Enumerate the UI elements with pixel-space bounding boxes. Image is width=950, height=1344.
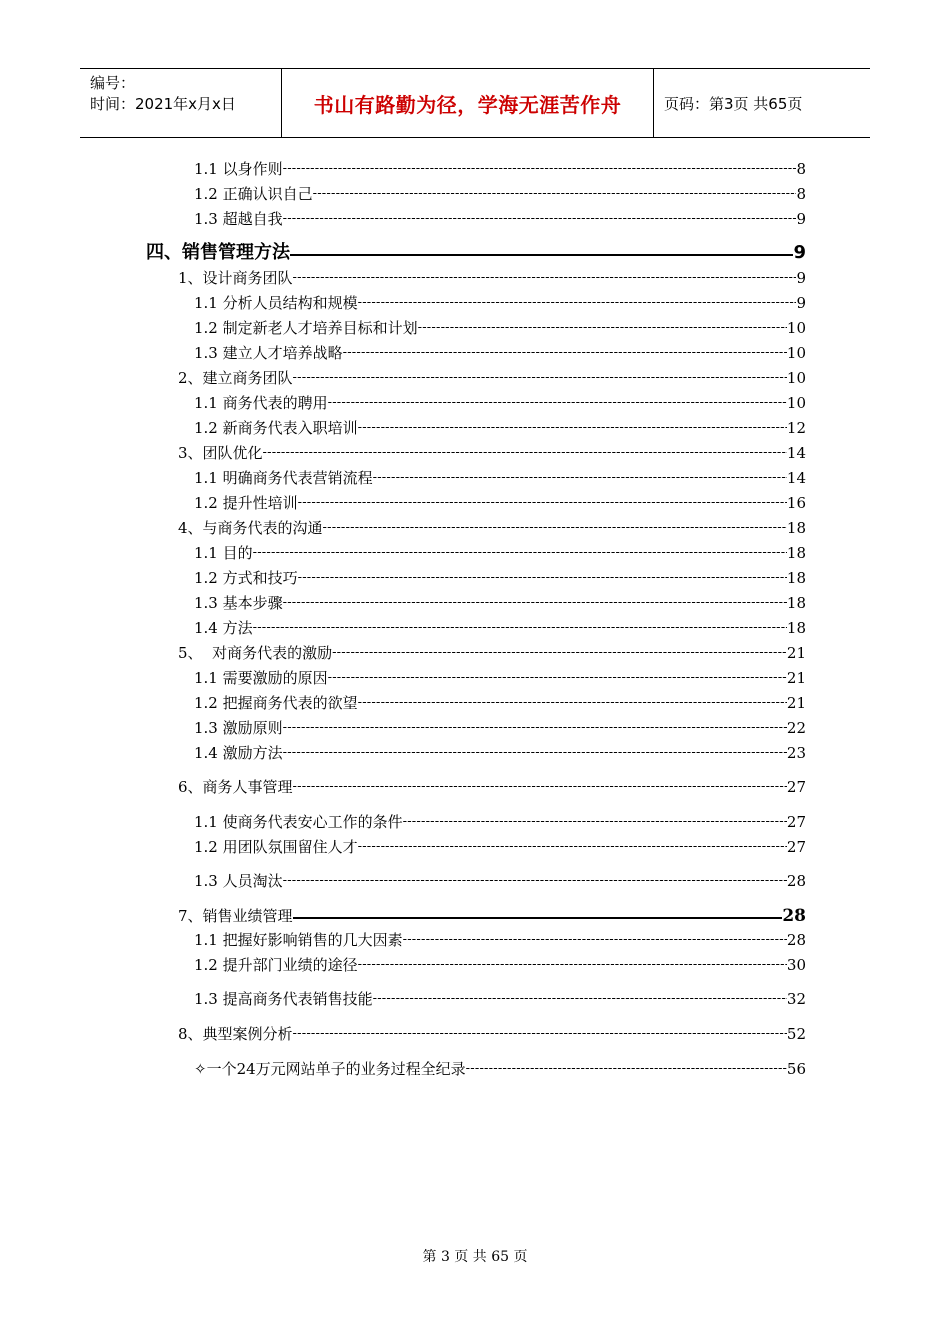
toc-leader	[466, 1056, 787, 1080]
toc-entry-page: 9	[796, 294, 806, 312]
toc-leader	[358, 952, 787, 976]
toc-entry-page: 10	[786, 319, 806, 337]
toc-entry-title: 6、商务人事管理	[178, 778, 293, 796]
header-motto: 书山有路勤为径，学海无涯苦作舟	[282, 69, 654, 137]
toc-leader	[293, 1021, 787, 1045]
toc-entry-page: 18	[786, 569, 806, 587]
toc-entry-title: 1.1 把握好影响销售的几大因素	[194, 931, 403, 949]
toc-entry-page: 56	[786, 1060, 806, 1078]
toc-entry[interactable]	[194, 567, 806, 589]
toc-entry[interactable]	[178, 517, 806, 539]
toc-leader	[253, 540, 787, 564]
toc-leader	[343, 340, 787, 364]
toc-entry[interactable]	[178, 776, 806, 798]
toc-leader	[418, 315, 787, 339]
toc-entry-title: 1.1 目的	[194, 544, 253, 562]
toc-entry[interactable]	[178, 367, 806, 389]
toc-entry-page: 18	[786, 519, 806, 537]
toc-entry-page: 18	[786, 594, 806, 612]
toc-entry-title: 1.1 使商务代表安心工作的条件	[194, 813, 403, 831]
toc-entry-page: 12	[786, 419, 806, 437]
toc-entry[interactable]	[194, 667, 806, 689]
toc-entry-title: 1.2 新商务代表入职培训	[194, 419, 358, 437]
toc-entry-title: 1.3 提高商务代表销售技能	[194, 990, 373, 1008]
toc-entry-page: 28	[782, 906, 806, 926]
toc-entry[interactable]	[194, 183, 806, 205]
toc-entry-title: 四、销售管理方法	[146, 242, 290, 263]
toc-entry[interactable]	[194, 342, 806, 364]
toc-entry-title: 1.1 以身作则	[194, 160, 283, 178]
toc-entry-title: 4、与商务代表的沟通	[178, 519, 323, 537]
toc-entry-page: 16	[786, 494, 806, 512]
toc-entry-title: 2、建立商务团队	[178, 369, 293, 387]
toc-entry-title: 1.3 建立人才培养战略	[194, 344, 343, 362]
toc-entry-page: 22	[786, 719, 806, 737]
toc-entry-page: 30	[786, 956, 806, 974]
toc-entry[interactable]	[194, 954, 806, 976]
toc-entry[interactable]	[194, 292, 806, 314]
toc-entry-title: 1.3 基本步骤	[194, 594, 283, 612]
toc-entry-title: 1.2 制定新老人才培养目标和计划	[194, 319, 418, 337]
toc-entry-title: 1.2 正确认识自己	[194, 185, 313, 203]
toc-entry-page: 10	[786, 344, 806, 362]
toc-entry-page: 10	[786, 369, 806, 387]
toc-leader	[283, 740, 787, 764]
toc-entry-title: 1.2 把握商务代表的欲望	[194, 694, 358, 712]
toc-entry[interactable]	[194, 692, 806, 714]
toc-leader	[293, 265, 797, 289]
toc-entry-page: 14	[786, 444, 806, 462]
toc-entry-title: 1.1 需要激励的原因	[194, 669, 328, 687]
toc-leader	[403, 927, 787, 951]
toc-entry-page: 9	[793, 242, 806, 263]
toc-entry-title: 1.3 超越自我	[194, 210, 283, 228]
toc-leader	[358, 834, 787, 858]
toc-entry-page: 21	[786, 669, 806, 687]
toc-leader	[283, 156, 797, 180]
toc-leader	[293, 774, 787, 798]
toc-entry[interactable]	[178, 267, 806, 289]
toc-entry-title: 8、典型案例分析	[178, 1025, 293, 1043]
toc-leader	[293, 365, 787, 389]
toc-entry[interactable]	[194, 492, 806, 514]
toc-entry[interactable]	[178, 905, 806, 927]
toc-entry-title: 3、团队优化	[178, 444, 263, 462]
toc-chapter-entry[interactable]	[146, 242, 806, 264]
toc-leader	[293, 917, 783, 919]
toc-entry-title: ✧一个24万元网站单子的业务过程全纪录	[194, 1060, 466, 1078]
toc-entry-title: 5、 对商务代表的激励	[178, 644, 333, 662]
toc-entry-page: 21	[786, 644, 806, 662]
toc-entry[interactable]	[194, 317, 806, 339]
toc-entry-title: 1.2 方式和技巧	[194, 569, 298, 587]
toc-entry[interactable]	[194, 742, 806, 764]
toc-entry-page: 52	[786, 1025, 806, 1043]
toc-entry-page: 9	[796, 269, 806, 287]
toc-leader	[328, 665, 787, 689]
toc-entry[interactable]	[194, 870, 806, 892]
toc-entry[interactable]	[194, 929, 806, 951]
toc-entry-title: 1.1 分析人员结构和规模	[194, 294, 358, 312]
toc-entry-page: 9	[796, 210, 806, 228]
toc-entry-page: 23	[786, 744, 806, 762]
toc-entry-page: 27	[786, 778, 806, 796]
header-time-label: 时间：2021年x月x日	[90, 95, 236, 113]
toc-leader	[283, 868, 787, 892]
toc-leader	[283, 206, 797, 230]
toc-entry[interactable]	[194, 592, 806, 614]
toc-entry[interactable]	[194, 836, 806, 858]
toc-entry[interactable]	[194, 417, 806, 439]
header-page-info: 页码：第3页 共65页	[664, 94, 803, 113]
toc-entry[interactable]	[194, 542, 806, 564]
toc-entry-page: 8	[796, 160, 806, 178]
toc-entry-page: 28	[786, 931, 806, 949]
toc-leader	[263, 440, 787, 464]
toc-entry-title: 1、设计商务团队	[178, 269, 293, 287]
toc-entry-page: 10	[786, 394, 806, 412]
toc-leader	[253, 615, 787, 639]
toc-entry-title: 7、销售业绩管理	[178, 907, 293, 925]
toc-leader	[328, 390, 787, 414]
toc-leader	[323, 515, 787, 539]
page-footer: 第 3 页 共 65 页	[422, 1249, 528, 1265]
toc-entry-title: 1.2 提升性培训	[194, 494, 298, 512]
toc-leader	[373, 986, 787, 1010]
toc-entry[interactable]	[194, 811, 806, 833]
toc-entry-title: 1.1 商务代表的聘用	[194, 394, 328, 412]
toc-entry[interactable]	[178, 642, 806, 664]
toc-entry-page: 14	[786, 469, 806, 487]
toc-leader	[313, 181, 797, 205]
toc-leader	[403, 809, 787, 833]
toc-entry-title: 1.4 方法	[194, 619, 253, 637]
toc-entry-page: 18	[786, 619, 806, 637]
toc-entry[interactable]	[194, 392, 806, 414]
toc-entry-page: 18	[786, 544, 806, 562]
toc-leader	[358, 290, 797, 314]
toc-leader	[298, 490, 787, 514]
toc-entry[interactable]	[194, 988, 806, 1010]
toc-entry-title: 1.3 人员淘汰	[194, 872, 283, 890]
page-header	[80, 68, 870, 138]
toc-leader	[283, 715, 787, 739]
toc-entry-title: 1.2 提升部门业绩的途径	[194, 956, 358, 974]
header-number-label: 编号：	[90, 74, 136, 92]
header-meta	[80, 69, 282, 137]
toc-entry-page: 8	[796, 185, 806, 203]
toc-entry-title: 1.2 用团队氛围留住人才	[194, 838, 358, 856]
toc-entry[interactable]	[194, 717, 806, 739]
toc-entry[interactable]	[194, 467, 806, 489]
toc-entry-title: 1.1 明确商务代表营销流程	[194, 469, 373, 487]
toc-leader	[290, 254, 793, 256]
toc-entry-page: 27	[786, 838, 806, 856]
toc-leader	[298, 565, 787, 589]
toc-entry-page: 21	[786, 694, 806, 712]
toc-entry[interactable]	[178, 1023, 806, 1045]
toc-entry[interactable]	[178, 442, 806, 464]
toc-entry-page: 32	[786, 990, 806, 1008]
toc-leader	[332, 640, 787, 664]
toc-entry[interactable]	[194, 1058, 806, 1080]
toc-entry-title: 1.4 激励方法	[194, 744, 283, 762]
toc-leader	[373, 465, 787, 489]
toc-leader	[283, 590, 787, 614]
toc-leader	[358, 415, 787, 439]
toc-entry-page: 27	[786, 813, 806, 831]
toc-entry[interactable]	[194, 158, 806, 180]
toc-entry[interactable]	[194, 208, 806, 230]
toc-entry-page: 28	[786, 872, 806, 890]
toc-entry[interactable]	[194, 617, 806, 639]
toc-leader	[358, 690, 787, 714]
toc-entry-title: 1.3 激励原则	[194, 719, 283, 737]
